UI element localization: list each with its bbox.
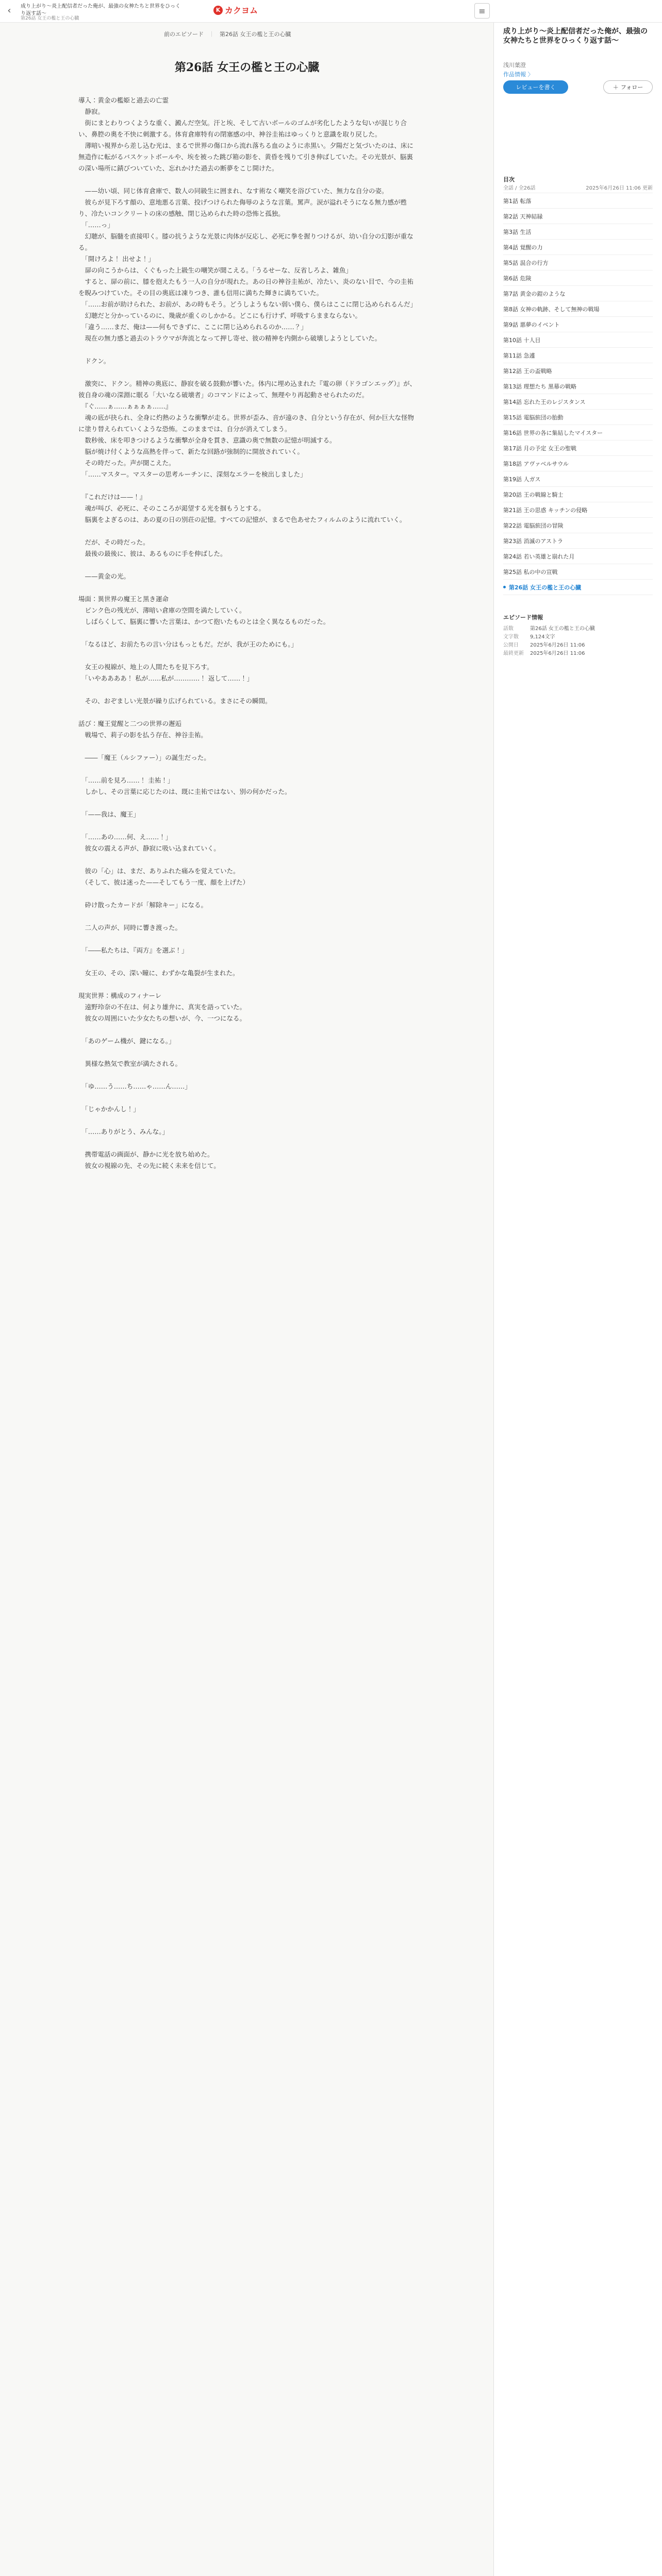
body-paragraph [78, 650, 419, 662]
toc-item-label: 第24話 若い英雄と崩れた月 [503, 553, 575, 560]
body-paragraph: 現実世界：構成のフィナーレ [78, 992, 162, 999]
info-key: 文字数 [503, 634, 519, 640]
body-paragraph [78, 480, 419, 492]
body-paragraph: （そして、彼は迷った——そしてもう一度、顔を上げた） [78, 878, 250, 886]
body-paragraph: しばらくして、脳裏に響いた言葉は、かつて抱いたものとは全く異なるものだった。 [78, 618, 330, 625]
toc-item-label: 第22話 電脳旅団の冒険 [503, 522, 564, 529]
body-paragraph: 「……っ」 [78, 221, 114, 229]
body-paragraph: すると、扉の前に、膝を抱えたもう一人の自分が現れた。あの日の神谷圭祐が、冷たい、炎のない目で、今の圭祐を睨みつけていた。その目の奥底は凍りつき、誰も信用に満ちた輝きに満ちていた。 [78, 278, 413, 297]
sidebar-novel-title[interactable]: 成り上がり〜炎上配信者だった俺が、最強の女神たちと世界をひっくり返す話〜 [503, 27, 648, 45]
body-paragraph [78, 1092, 419, 1104]
body-paragraph [78, 798, 419, 809]
body-paragraph: 「なるほど、お前たちの言い分はもっともだ。だが、我が王のためにも。」 [78, 640, 298, 648]
body-paragraph: 「――私たちは、『両方』を選ぶ！」 [78, 946, 188, 954]
toc-item-label: 第26話 女王の檻と王の心臓 [509, 584, 582, 591]
body-paragraph [78, 1138, 419, 1149]
body-paragraph: 彼らが見下ろす顔の、意地悪る言葉、投げつけられた侮辱のような言葉。罵声。涙が溢れそうになる無力感が甦り、冷たいコンクリートの床の感触、閉じ込められた時の恐怖と孤独。 [78, 198, 407, 217]
body-paragraph [78, 888, 419, 900]
toc-item[interactable] [503, 440, 653, 456]
body-paragraph: 数秒後、床を叩きつけるような衝撃が全身を貫き、意識の奥で無数の記憶が明滅する。 [78, 436, 336, 444]
toc-item-label: 第8話 女神の軌跡、そして無神の戦場 [503, 306, 600, 313]
toc-item-label: 第25話 私の中の宣戦 [503, 568, 558, 575]
toc-item-label: 第19話 人ガス [503, 476, 541, 483]
breadcrumb-separator: ｜ [209, 31, 214, 38]
toc-item[interactable] [503, 564, 653, 580]
body-paragraph: 現在の無力感と過去のトラウマが奔流となって押し寄せ、彼の精神を内側から破壊しようとしていた。 [78, 334, 382, 342]
info-row [503, 640, 653, 648]
body-paragraph: 彼女の周囲にいた少女たちの想いが、今、一つになる。 [78, 1014, 246, 1022]
info-row [503, 623, 653, 632]
body-paragraph: その、おぞましい光景が繰り広げられている。まさにその瞬間。 [78, 697, 272, 705]
toc-item-label: 第2話 天神結縁 [503, 213, 543, 220]
episode-reader [0, 23, 494, 2576]
info-row [503, 648, 653, 656]
toc-item[interactable] [503, 363, 653, 379]
body-paragraph [78, 934, 419, 945]
info-value: 第26話 女王の檻と王の心臓 [530, 625, 595, 632]
body-paragraph: 砕け散ったカードが「解除キー」になる。 [78, 901, 208, 909]
body-paragraph [78, 1024, 419, 1036]
toc-item[interactable] [503, 240, 653, 255]
body-paragraph [78, 854, 419, 866]
body-paragraph [78, 526, 419, 537]
toc-item[interactable] [503, 332, 653, 348]
episode-info-heading: エピソード情報 [503, 614, 543, 621]
body-paragraph: ピンク色の残光が、薄暗い倉庫の空間を満たしていく。 [78, 606, 246, 614]
body-paragraph: 「……マスター。マスターの思考ルーチンに、深刻なエラーを検出しました」 [78, 470, 307, 478]
logo-mark-icon: K [213, 6, 223, 15]
body-paragraph [78, 707, 419, 718]
body-paragraph: 話び：魔王覚醒と二つの世界の邂逅 [78, 720, 182, 727]
body-paragraph: ——幼い頃、同じ体育倉庫で、数人の同級生に囲まれ、なす術なく嘲笑を浴びていた、無力な自分の姿。 [78, 187, 388, 195]
toc-item[interactable] [503, 471, 653, 487]
toc-item[interactable] [503, 286, 653, 301]
body-paragraph [78, 684, 419, 696]
body-paragraph: 「……あの……何、え……！」 [78, 833, 172, 841]
toc-item-label: 第3話 生活 [503, 228, 532, 235]
toc-item[interactable] [503, 255, 653, 270]
body-paragraph: 「あのゲーム機が、鍵になる。」 [78, 1037, 175, 1045]
body-paragraph: 彼女の視線の先、その先に続く未来を信じて。 [78, 1162, 220, 1170]
body-paragraph: 激突に、ドクン。精神の奥底に、静寂を破る鼓動が響いた。体内に埋め込まれた『電の卵（ドラゴンエッグ）』が、彼自身の魂の深淵に眠る「大いなる破壊者」のコマンドによって、無理やり再起動させられたのだ。 [78, 380, 417, 399]
body-paragraph [78, 560, 419, 571]
body-paragraph: 幻聴が、脳髄を直接叩く。膝の抗うような光景に肉体が反応し、必死に拳を握りつけるが、幼い自分の幻影が重なる。 [78, 232, 413, 251]
body-paragraph: 最後の最後に、彼は、あるものに手を伸ばした。 [78, 550, 227, 557]
body-paragraph: 魂が叫び、必死に、そのこころが渇望する光を掴もうとする。 [78, 504, 266, 512]
info-key: 話数 [503, 625, 514, 632]
site-logo[interactable] [213, 4, 258, 16]
toc-item[interactable] [503, 301, 653, 317]
body-paragraph: 「……ありがとう、みんな。」 [78, 1128, 169, 1136]
body-paragraph: しかし、その言葉に応じたのは、既に圭祐ではない、別の何かだった。 [78, 788, 291, 795]
toc-list [503, 193, 653, 595]
episode-breadcrumb [164, 30, 291, 38]
body-paragraph: 薄暗い視界から差し込む光は、まるで世界の傷口から流れ落ちる血のように赤黒い。夕陽だと気づいたのは、床に無造作に転がるバスケットボールや、埃を被った跳び箱の影を、黄昏を残りて引き伸ばしていた。その光景が、脳裏の深い場所に錆びついていた、忘れかけた過去の断夢をこじ開けた。 [78, 142, 413, 172]
info-value: 2025年6月26日 11:06 [530, 642, 585, 648]
header-novel-title[interactable]: 成り上がり〜炎上配信者だった俺が、最強の女神たちと世界をひっくり返す話〜 [21, 4, 180, 16]
toc-item-label: 第12話 王の盃戦略 [503, 367, 552, 375]
toc-item[interactable] [503, 193, 653, 209]
episode-title: 第26話 女王の檻と王の心臓 [174, 61, 320, 74]
follow-button[interactable] [603, 80, 653, 94]
body-paragraph: 遠野玲奈の不在は、何より雄弁に、真実を語っていた。 [78, 1003, 246, 1011]
body-paragraph [78, 628, 419, 639]
toc-item-label: 第23話 消滅のアストラ [503, 537, 564, 545]
toc-item[interactable] [503, 456, 653, 471]
hamburger-icon[interactable]: ≡ [474, 3, 490, 19]
body-paragraph: 「いやああああ！ 私が……私が…………！ 返して……！」 [78, 674, 254, 682]
body-paragraph: 彼女の震える声が、静寂に吸い込まれていく。 [78, 844, 220, 852]
body-paragraph: 場面：異世界の魔王と黒き運命 [78, 595, 169, 603]
toc-item-label: 第7話 黄金の鎧のような [503, 290, 566, 297]
toc-item[interactable] [503, 317, 653, 332]
body-paragraph: 導入：黄金の檻姫と過去の亡霊 [78, 96, 169, 104]
body-paragraph: ——黄金の光。 [78, 572, 130, 580]
toc-item-label: 第10話 十人目 [503, 336, 541, 344]
body-paragraph: 静寂。 [78, 108, 105, 115]
toc-meta [503, 183, 653, 191]
toc-item[interactable] [503, 270, 653, 286]
toc-item[interactable] [503, 487, 653, 502]
body-paragraph: 「違う……まだ、俺は——何もできずに、ここに閉じ込められるのか……？」 [78, 323, 307, 331]
body-paragraph: 女王の、その、深い瞳に、わずかな亀裂が生まれた。 [78, 969, 239, 977]
body-paragraph: 二人の声が、同時に響き渡った。 [78, 924, 182, 931]
toc-item[interactable] [503, 518, 653, 533]
body-paragraph: 街にまとわりつくような重く、澱んだ空気。汗と埃、そして古いボールのゴムが劣化したような匂いが混じり合い、鼻腔の奥を不快に刺激する。体育倉庫特有の閉塞感の中、神谷圭祐はゆっくりと意識を取り戻した。 [78, 119, 407, 138]
body-paragraph: その時だった。声が聞こえた。 [78, 459, 175, 467]
body-paragraph: 携帯電話の画面が、静かに光を放ち始めた。 [78, 1150, 214, 1158]
body-paragraph: ドクン。 [78, 357, 110, 365]
episode-info-table [503, 623, 653, 656]
toc-item-label: 第5話 混合の行方 [503, 259, 549, 266]
toc-item-label: 第11話 急遽 [503, 352, 535, 359]
body-paragraph: 幻聴だと分かっているのに、幾歳が重くのしかかる。どこにも行けず、呼吸すらままならない。 [78, 312, 362, 319]
toc-item[interactable] [503, 580, 653, 595]
toc-item[interactable] [503, 209, 653, 224]
work-sidebar [494, 23, 662, 2576]
body-paragraph: 「開けろよ！ 出せよ！」 [78, 255, 155, 263]
toc-item-label: 第9話 悪夢のイベント [503, 321, 560, 328]
plus-icon: ＋ [613, 84, 619, 91]
body-paragraph [78, 820, 419, 832]
work-info-link[interactable]: 作品情報 〉 [503, 71, 534, 78]
toc-item[interactable] [503, 379, 653, 394]
body-paragraph: 扉の向こうからは、くぐもった上級生の嘲笑が聞こえる。「うるせーな、反省しろよ、雑魚」 [78, 266, 352, 274]
body-paragraph: 脳が焼け付くような高熱を伴って、新たな回路が強制的に開放されていく。 [78, 448, 304, 455]
body-paragraph: 「じゃかかんし！」 [78, 1105, 140, 1113]
toc-heading: 目次 [503, 176, 515, 183]
body-paragraph [78, 741, 419, 752]
body-paragraph: 彼の「心」は、まだ、ありふれた痛みを覚えていた。 [78, 867, 240, 875]
info-value: 2025年6月26日 11:06 [530, 650, 585, 656]
toc-item[interactable] [503, 348, 653, 363]
toc-item[interactable] [503, 533, 653, 549]
body-paragraph [78, 1115, 419, 1126]
body-paragraph [78, 956, 419, 968]
body-paragraph [78, 1047, 419, 1058]
body-paragraph: ――「魔王（ルシファー）」の誕生だった。 [78, 754, 210, 761]
toc-count: 全話 / 全26話 [503, 185, 536, 191]
toc-item[interactable] [503, 410, 653, 425]
top-bar [0, 0, 662, 23]
current-marker-icon [503, 586, 506, 588]
toc-item-label: 第6話 危険 [503, 275, 532, 282]
body-paragraph: 異様な熱気で教室が満たされる。 [78, 1060, 182, 1067]
info-key: 最終更新 [503, 650, 524, 656]
info-key: 公開日 [503, 642, 519, 648]
toc-item[interactable] [503, 394, 653, 410]
body-paragraph: 女王の視線が、地上の人間たちを見下ろす。 [78, 663, 213, 671]
toc-item-label: 第21話 王の思惑 キッチンの侵略 [503, 506, 588, 514]
toc-item[interactable] [503, 549, 653, 564]
toc-item-label: 第13話 理想たち 黒幕の戦略 [503, 383, 576, 390]
body-paragraph [78, 911, 419, 922]
body-paragraph: 『ぐ……ぁ……ぁぁぁぁ……』 [78, 402, 172, 410]
body-paragraph [78, 367, 419, 378]
body-paragraph: 「……前を見ろ……！ 圭祐！」 [78, 776, 174, 784]
current-episode-label: 第26話 女王の檻と王の心臓 [220, 31, 291, 38]
body-paragraph: 魂の底が抉られ、全身に灼熱のような衝撃が走る。世界が歪み、音が遠のき、自分という存在が、何か巨大な怪物に塗り替えられていくような恐怖。このままでは、自分が消えてしまう。 [78, 414, 415, 433]
body-paragraph: 『これだけは——！』 [78, 493, 146, 501]
body-paragraph: 「——我は、魔王」 [78, 810, 140, 818]
info-value: 9,124文字 [530, 634, 555, 640]
body-paragraph [78, 582, 419, 594]
toc-item-label: 第1話 転落 [503, 197, 532, 205]
toc-item-label: 第20話 王の戦線と騎士 [503, 491, 564, 498]
logo-text: カクヨム [225, 6, 258, 15]
header-episode-subtitle: 第26話 女王の檻と王の心臓 [21, 16, 79, 21]
toc-item-label: 第15話 電脳旅団の胎動 [503, 414, 564, 421]
back-icon[interactable]: ‹ [7, 5, 11, 16]
body-paragraph: 「ゆ……う……ち……ゃ……ん……」 [78, 1082, 191, 1090]
body-paragraph: 戦場で、莉子の影を払う存在、神谷圭祐。 [78, 731, 207, 739]
body-paragraph: だが、その時だった。 [78, 538, 150, 546]
toc-item-label: 第14話 忘れた王のレジスタンス [503, 398, 586, 405]
prev-episode-link[interactable]: 前のエピソード [164, 31, 204, 38]
toc-item-label: 第4話 覚醒の力 [503, 244, 543, 251]
sidebar-author[interactable]: 浅川葉澄 [503, 62, 526, 69]
episode-body [78, 95, 419, 1172]
body-paragraph [78, 764, 419, 775]
body-paragraph [78, 1070, 419, 1081]
info-row [503, 632, 653, 640]
toc-item-label: 第16話 世界の各に集結したマイスター [503, 429, 603, 436]
toc-updated: 2025年6月26日 11:06 更新 [586, 185, 653, 191]
body-paragraph [78, 979, 419, 990]
body-paragraph: 脳裏をよぎるのは、あの夏の日の別荘の記憶。すべての記憶が、まるで色あせたフィルムのように流れていく。 [78, 516, 406, 523]
body-paragraph [78, 174, 419, 185]
toc-item[interactable] [503, 425, 653, 440]
toc-item[interactable] [503, 502, 653, 518]
body-paragraph [78, 344, 419, 355]
body-paragraph: 「……お前が助けられた、お前が、あの時もそう。どうしようもない弱い僕ら、僕らはここに閉じ込められるんだ」 [78, 300, 417, 308]
write-review-button[interactable]: レビューを書く [503, 80, 568, 94]
follow-label: フォロー [620, 84, 643, 91]
toc-item-label: 第18話 アヴァベルサウル [503, 460, 569, 467]
toc-item[interactable] [503, 224, 653, 240]
toc-item-label: 第17話 月の予定 女王の聖戦 [503, 445, 576, 452]
